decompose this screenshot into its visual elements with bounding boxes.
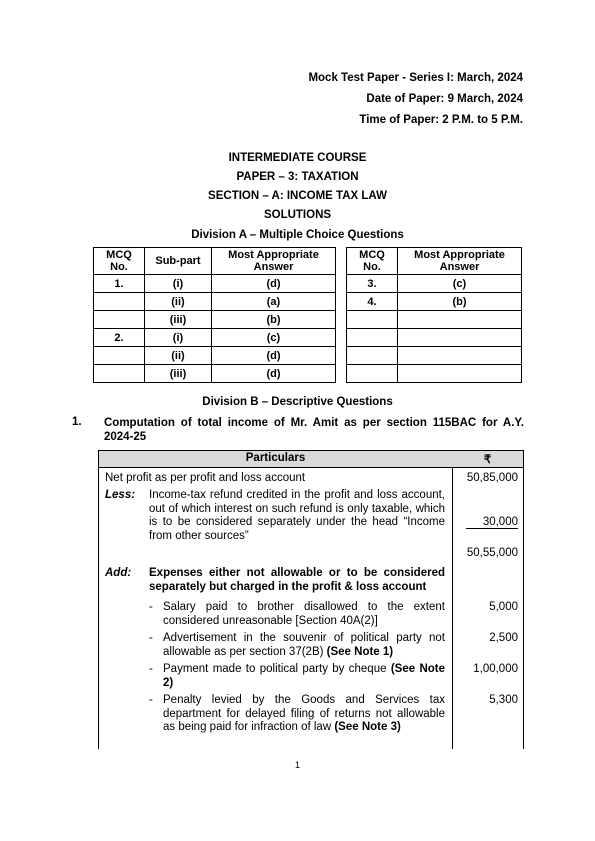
rupee-header: ₹ xyxy=(483,454,492,466)
add-label: Add: xyxy=(105,567,132,579)
table-row xyxy=(94,311,336,329)
table-row xyxy=(347,365,522,383)
mcq-no xyxy=(347,311,398,329)
net-profit-value: 50,85,000 xyxy=(466,472,518,484)
mcq-no xyxy=(94,347,145,365)
solutions-title: SOLUTIONS xyxy=(263,209,332,221)
table-row xyxy=(347,311,522,329)
answer: (c) xyxy=(398,275,522,293)
mcq-no xyxy=(94,311,145,329)
mcq-no xyxy=(94,293,145,311)
table-row xyxy=(94,275,336,293)
paper-title: PAPER – 3: TAXATION xyxy=(236,171,359,183)
subpart: (iii) xyxy=(145,311,212,329)
table-row xyxy=(347,347,522,365)
answer: (b) xyxy=(398,293,522,311)
question-title: Computation of total income of Mr. Amit as per section 115BAC for A.Y. 2024-25 xyxy=(104,417,524,443)
mcq-no xyxy=(347,365,398,383)
answer xyxy=(398,365,522,383)
subtotal-value: 50,55,000 xyxy=(466,547,518,559)
particulars-header: Particulars xyxy=(245,452,306,464)
mcq-no: 3. xyxy=(347,275,398,293)
paper-time: Time of Paper: 2 P.M. to 5 P.M. xyxy=(359,114,523,126)
mcq-no xyxy=(347,329,398,347)
answer: (a) xyxy=(212,293,336,311)
list-item: Penalty levied by the Goods and Services tax department for delayed filing of returns not allowable as being paid for infraction of law (See Note 3) xyxy=(163,694,445,733)
computation-table xyxy=(98,450,524,749)
answer: (b) xyxy=(212,311,336,329)
bullet-dash: - xyxy=(149,601,153,613)
division-a-title: Division A – Multiple Choice Questions xyxy=(191,229,404,241)
bullet-dash: - xyxy=(149,694,153,706)
mcq-no-header: MCQ No. xyxy=(94,248,145,275)
mcq-table-left xyxy=(93,247,336,383)
item-value: 2,500 xyxy=(489,632,518,644)
table-row xyxy=(94,365,336,383)
mcq-no-header: MCQ No. xyxy=(347,248,398,275)
subpart: (ii) xyxy=(145,347,212,365)
add-heading: Expenses either not allowable or to be considered separately but charged in the profit & loss account xyxy=(149,567,445,593)
table-row xyxy=(94,347,336,365)
subpart: (i) xyxy=(145,329,212,347)
bullet-dash: - xyxy=(149,632,153,644)
item-value: 5,000 xyxy=(489,601,518,613)
list-item: Payment made to political party by cheque (See Note 2) xyxy=(163,663,446,689)
item-value: 1,00,000 xyxy=(473,663,518,675)
mcq-no: 2. xyxy=(94,329,145,347)
page-number: 1 xyxy=(294,760,300,770)
table-row xyxy=(347,275,522,293)
mcq-no: 4. xyxy=(347,293,398,311)
division-b-title: Division B – Descriptive Questions xyxy=(202,396,393,408)
answer: (c) xyxy=(212,329,336,347)
less-value: 30,000 xyxy=(466,516,518,529)
answer-header: Most Appropriate Answer xyxy=(212,248,336,275)
table-row xyxy=(347,329,522,347)
table-row xyxy=(347,293,522,311)
list-item: Advertisement in the souvenir of political party not allowable as per section 37(2B) (See Note 1) xyxy=(163,632,445,658)
net-profit-label: Net profit as per profit and loss account xyxy=(105,472,306,484)
answer xyxy=(398,311,522,329)
course-title: INTERMEDIATE COURSE xyxy=(228,152,367,164)
subpart: (i) xyxy=(145,275,212,293)
table-row xyxy=(94,329,336,347)
answer xyxy=(398,329,522,347)
answer: (d) xyxy=(212,365,336,383)
mcq-no: 1. xyxy=(94,275,145,293)
less-label: Less: xyxy=(105,489,136,501)
subpart-header: Sub-part xyxy=(145,248,212,275)
bullet-dash: - xyxy=(149,663,153,675)
paper-date: Date of Paper: 9 March, 2024 xyxy=(366,93,523,105)
mcq-no xyxy=(94,365,145,383)
table-row xyxy=(94,293,336,311)
answer xyxy=(398,347,522,365)
section-title: SECTION – A: INCOME TAX LAW xyxy=(208,190,387,202)
answer-header: Most Appropriate Answer xyxy=(398,248,522,275)
answer: (d) xyxy=(212,275,336,293)
subpart: (iii) xyxy=(145,365,212,383)
paper-series: Mock Test Paper - Series I: March, 2024 xyxy=(308,72,523,84)
question-number: 1. xyxy=(72,416,82,428)
subpart: (ii) xyxy=(145,293,212,311)
less-text: Income-tax refund credited in the profit and loss account, out of which interest on such refund is only taxable, which is to be considered separately under the head “Income from other sources” xyxy=(149,489,445,542)
item-value: 5,300 xyxy=(489,694,518,706)
mcq-no xyxy=(347,347,398,365)
list-item: Salary paid to brother disallowed to the extent considered unreasonable [Section 40A(2)] xyxy=(163,601,445,627)
answer: (d) xyxy=(212,347,336,365)
table-header-row xyxy=(99,451,523,468)
mcq-table-right xyxy=(346,247,522,383)
